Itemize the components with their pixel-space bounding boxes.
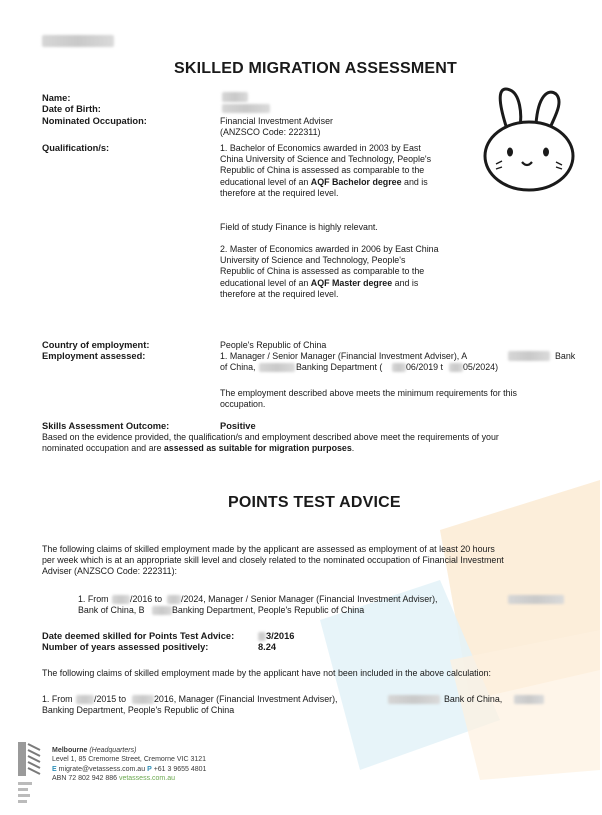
footer-address — [52, 746, 206, 784]
watermark-logo — [300, 470, 602, 790]
qualification-2 — [220, 244, 439, 300]
redacted-name — [222, 92, 248, 102]
claim1-b: /2016 to — [130, 594, 163, 604]
excluded-a: 1. From — [42, 694, 73, 704]
years-value: 8.24 — [258, 642, 277, 652]
employment-line-1 — [220, 351, 467, 362]
employment-line-2c: 06/2019 t — [406, 362, 444, 372]
occupation-title: Financial Investment Adviser — [220, 116, 333, 126]
employment-role: 1. Manager / Senior Manager (Financial Investment Adviser), A — [220, 351, 468, 361]
claim1-d: Bank of China, B — [78, 605, 145, 615]
redacted-end-date — [449, 363, 463, 372]
employment-line-2d: 05/2024) — [463, 362, 499, 372]
footer-city: Melbourne — [52, 747, 88, 754]
claims-intro-line: The following claims of skilled employment made by the applicant are assessed as employment of at least 20 hours — [42, 544, 495, 554]
label-name: Name: — [42, 93, 71, 103]
employment-line-2b: Banking Department ( — [296, 362, 383, 372]
excluded-d: Bank of China, — [444, 694, 503, 704]
redacted-excluded-employer — [388, 695, 440, 704]
label-country: Country of employment: — [42, 340, 150, 350]
footer-email-link[interactable]: migrate@vetassess.com.au — [58, 765, 146, 773]
redacted-claim1-employer — [508, 595, 564, 604]
redacted-claim1-branch — [152, 606, 172, 615]
claim1-e: Banking Department, People's Republic of China — [172, 605, 365, 615]
occupation-code: (ANZSCO Code: 222311) — [220, 127, 321, 138]
redacted-date-deemed — [258, 632, 266, 641]
employment-note — [220, 388, 517, 410]
footer-street: Level 1, 85 Cremorne Street, Cremorne VIC 3121 — [52, 756, 207, 764]
label-dob: Date of Birth: — [42, 104, 101, 114]
redacted-header — [42, 35, 114, 47]
vetassess-logo-icon — [18, 742, 44, 808]
employment-note-line: The employment described above meets the minimum requirements for this — [220, 388, 517, 398]
label-occupation: Nominated Occupation: — [42, 116, 147, 126]
claims-intro-line: per week which is at an appropriate skill level and closely related to the nominated occupation of Financial Investment — [42, 555, 504, 566]
outcome-text-line — [42, 443, 587, 454]
q1-line: 1. Bachelor of Economics awarded in 2003 by East — [220, 143, 421, 153]
years-label: Number of years assessed positively: — [42, 642, 209, 652]
employment-note-line: occupation. — [220, 399, 266, 410]
footer-abn-line — [52, 774, 206, 783]
redacted-excluded-start — [76, 695, 94, 704]
footer-phone-prefix: P — [147, 765, 152, 773]
redacted-start-date — [392, 363, 406, 372]
outcome-text-bold: assessed as suitable for migration purposes — [163, 443, 352, 454]
claim1-a: 1. From — [78, 594, 109, 604]
redacted-dob — [222, 104, 270, 113]
q1-line: Republic of China is assessed as comparable to the — [220, 165, 425, 176]
employment-line-2a: of China, — [220, 362, 256, 372]
footer-website-link[interactable]: vetassess.com.au — [118, 775, 175, 783]
redacted-claim1-start — [112, 595, 130, 604]
q2-line: therefore at the required level. — [220, 288, 339, 299]
excluded-e: Banking Department, People's Republic of China — [42, 705, 235, 715]
date-deemed-value: 3/2016 — [266, 631, 295, 641]
claims-intro-line: Adviser (ANZSCO Code: 222311): — [42, 566, 177, 577]
q2-line: Republic of China is assessed as comparable to the — [220, 266, 425, 277]
claims-intro — [42, 544, 590, 578]
redacted-branch — [259, 363, 295, 372]
q1-line: China University of Science and Technology, People's — [220, 154, 432, 165]
footer-office — [52, 746, 206, 755]
footer-hq: (Headquarters) — [89, 747, 137, 754]
occupation-value — [220, 116, 333, 138]
page-title: SKILLED MIGRATION ASSESSMENT — [174, 60, 457, 77]
excluded-c: 2016, Manager (Financial Investment Adviser), — [154, 694, 338, 704]
points-heading: POINTS TEST ADVICE — [228, 494, 401, 511]
q1-line: therefore at the required level. — [220, 187, 339, 198]
employment-bank: Bank — [555, 351, 576, 361]
footer-contact — [52, 765, 206, 774]
label-qualifications: Qualification/s: — [42, 143, 110, 153]
country-value: People's Republic of China — [220, 340, 327, 350]
date-deemed-label: Date deemed skilled for Points Test Advice: — [42, 631, 235, 641]
outcome-text-end: . — [351, 443, 355, 454]
outcome-text-pre: nominated occupation and are — [42, 443, 164, 454]
label-employment: Employment assessed: — [42, 351, 146, 361]
outcome-text — [42, 432, 587, 454]
q2-line: University of Science and Technology, People's — [220, 255, 406, 266]
excluded-b: /2015 to — [94, 694, 127, 704]
redacted-excluded-end — [132, 695, 154, 704]
q1-line: educational level of an AQF Bachelor degree and is — [220, 176, 428, 187]
redacted-employer — [508, 351, 550, 361]
footer-email-prefix: E — [52, 765, 57, 773]
not-included: The following claims of skilled employment made by the applicant have not been included in the above calculation: — [42, 668, 491, 678]
redacted-excluded-branch — [514, 695, 544, 704]
footer-abn: ABN 72 802 942 886 — [52, 775, 117, 783]
redacted-claim1-end — [167, 595, 181, 604]
qualification-1 — [220, 143, 431, 199]
outcome-text-line: Based on the evidence provided, the qualification/s and employment described above meet the requirements of your — [42, 432, 499, 442]
field-of-study: Field of study Finance is highly relevant. — [220, 222, 378, 232]
q2-line: 2. Master of Economics awarded in 2006 by East China — [220, 244, 439, 254]
outcome-value: Positive — [220, 421, 256, 431]
claim1-c: /2024, Manager / Senior Manager (Financial Investment Adviser), — [181, 594, 438, 604]
bunny-sticker-icon — [474, 84, 584, 196]
footer-phone: +61 3 9655 4801 — [153, 765, 207, 773]
q2-line: educational level of an AQF Master degree and is — [220, 277, 419, 288]
label-outcome: Skills Assessment Outcome: — [42, 421, 170, 431]
